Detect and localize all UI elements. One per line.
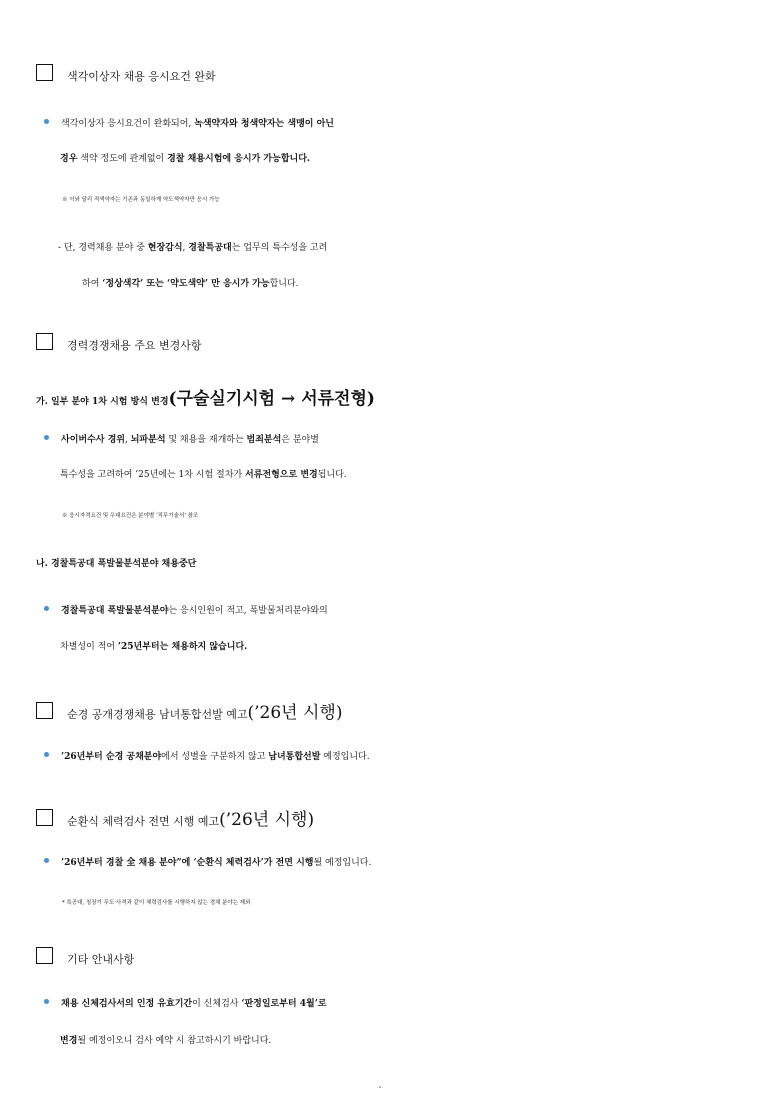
bullet-line: 사이버수사 경위, 뇌파분석 및 채용을 재개하는 범죄분석은 분야별	[44, 432, 760, 445]
subheading-exam-method: 가. 일부 분야 1차 시험 방식 변경(구술실기시험 → 서류전형)	[36, 389, 375, 409]
checkbox-square-icon	[36, 64, 53, 81]
bullet-line-cont: 특수성을 고려하여 ’25년에는 1차 시험 절차가 서류전형으로 변경됩니다.	[60, 470, 347, 480]
bullet-line: 색각이상자 응시요건이 완화되어, 녹색약자와 청색약자는 색맹이 아닌	[44, 116, 760, 129]
note-line: ※ 응시자격요건 및 우대요건은 분야별 ‘직무기술서’ 참조	[62, 513, 199, 519]
bullet-dot-icon	[44, 606, 49, 611]
bullet-dot-icon	[44, 752, 49, 757]
bullet-dot-icon	[44, 858, 49, 863]
section-heading-color-vision: 색각이상자 채용 응시요건 완화	[36, 64, 760, 84]
bullet-line-cont: 변경될 예정이오니 검사 예약 시 참고하시기 바랍니다.	[60, 1036, 272, 1046]
bullet-dot-icon	[44, 999, 49, 1004]
bullet-line: 채용 신체검사서의 인정 유효기간이 신체검사 ‘판정일로부터 4월’로	[44, 996, 760, 1009]
page-number: - 6 -	[377, 1085, 383, 1089]
checkbox-square-icon	[36, 809, 53, 826]
bullet-line: ’26년부터 경찰 全 채용 분야”에 ‘순환식 체력검사’가 전면 시행될 예정입니다.	[44, 855, 760, 868]
section-heading-career: 경력경쟁채용 주요 변경사항	[36, 333, 760, 353]
checkbox-square-icon	[36, 702, 53, 719]
bullet-line-cont: 경우 색약 정도에 관계없이 경찰 채용시험에 응시가 가능합니다.	[60, 154, 311, 164]
section-heading-unified-selection: 순경 공개경쟁채용 남녀통합선발 예고(’26년 시행)	[36, 698, 760, 723]
bullet-line-cont: 차별성이 적어 ’25년부터는 채용하지 않습니다.	[60, 642, 248, 652]
checkbox-square-icon	[36, 333, 53, 350]
bullet-dot-icon	[44, 119, 49, 124]
checkbox-square-icon	[36, 947, 53, 964]
dash-line-cont: 하여 ‘정상색각’ 또는 ‘약도색약’ 만 응시가 가능합니다.	[82, 279, 299, 289]
section-heading-other: 기타 안내사항	[36, 947, 760, 967]
note-line: ※ 이와 달리 적색약자는 기존과 동일하게 약도색약자만 응시 가능	[62, 197, 220, 203]
bullet-dot-icon	[44, 435, 49, 440]
dash-line: - 단, 경력채용 분야 중 현장감식, 경찰특공대는 업무의 특수성을 고려	[58, 243, 328, 253]
section-heading-fitness-test: 순환식 체력검사 전면 시행 예고(’26년 시행)	[36, 805, 760, 830]
bullet-line: ’26년부터 순경 공채분야에서 성별을 구분하지 않고 남녀통합선발 예정입니다.	[44, 749, 760, 762]
note-line: * 특공대, 청장기 무도·사격과 같이 체력검사를 시행하지 않는 경채 분야는 제외	[62, 900, 251, 906]
subheading-explosive-analysis: 나. 경찰특공대 폭발물분석분야 채용중단	[36, 559, 197, 569]
bullet-line: 경찰특공대 폭발물분석분야는 응시인원이 적고, 폭발물처리분야와의	[44, 603, 760, 616]
